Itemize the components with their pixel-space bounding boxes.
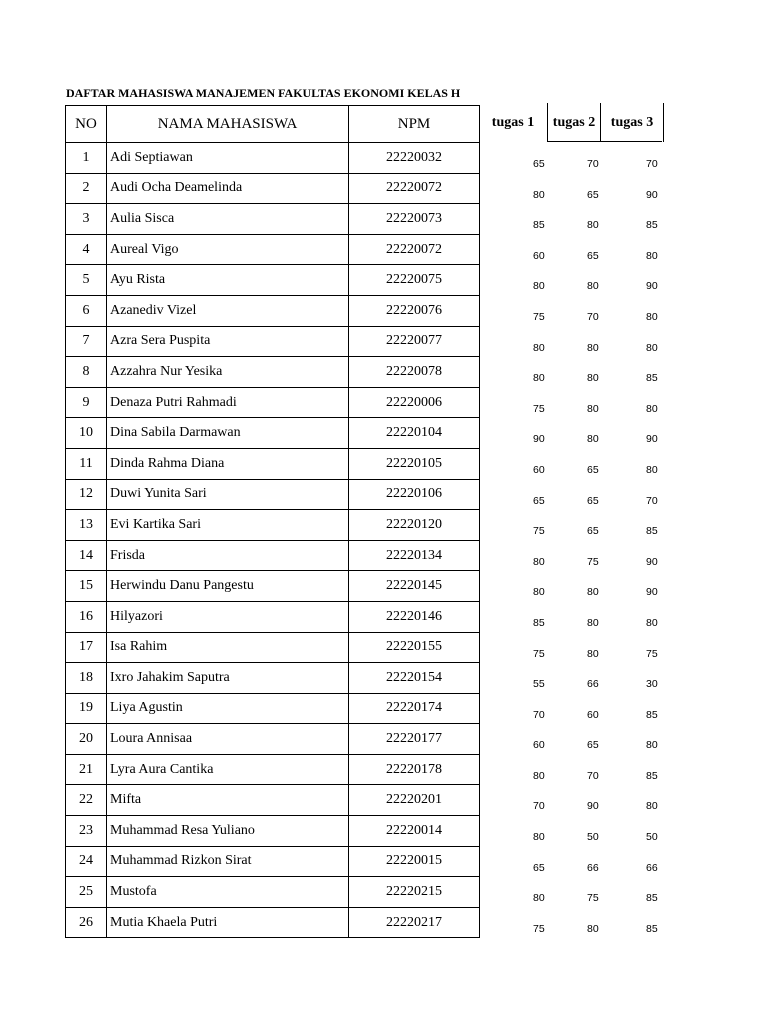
table-row [66,204,480,235]
cell-npm: 22220106 [349,479,480,510]
cell-no: 3 [66,204,107,235]
score-tugas2: 80 [587,402,599,415]
score-tugas2: 90 [587,800,599,813]
score-tugas2: 50 [587,831,599,844]
cell-no: 26 [66,907,107,938]
table-row [66,571,480,602]
score-tugas3: 85 [646,708,658,721]
score-tugas2: 70 [587,310,599,323]
cell-npm: 22220077 [349,326,480,357]
score-tugas2: 80 [587,922,599,935]
score-tugas2: 66 [587,678,599,691]
cell-no: 19 [66,693,107,724]
score-row [479,270,669,301]
score-tugas1: 85 [533,616,545,629]
score-tugas1: 55 [533,678,545,691]
cell-no: 21 [66,754,107,785]
score-row [479,485,669,516]
cell-no: 9 [66,387,107,418]
cell-nama: Mustofa [107,877,349,908]
cell-npm: 22220105 [349,448,480,479]
cell-npm: 22220075 [349,265,480,296]
cell-npm: 22220215 [349,877,480,908]
table-row [66,846,480,877]
score-tugas2: 80 [587,280,599,293]
cell-no: 14 [66,540,107,571]
score-row [479,301,669,332]
header-nama: NAMA MAHASISWA [107,106,349,143]
table-row [66,173,480,204]
table-row [66,418,480,449]
cell-nama: Lyra Aura Cantika [107,754,349,785]
cell-no: 7 [66,326,107,357]
score-tugas1: 75 [533,525,545,538]
cell-npm: 22220217 [349,907,480,938]
cell-no: 6 [66,295,107,326]
score-row [479,148,669,179]
cell-npm: 22220154 [349,663,480,694]
cell-npm: 22220032 [349,143,480,174]
cell-npm: 22220078 [349,357,480,388]
cell-nama: Evi Kartika Sari [107,510,349,541]
score-tugas1: 65 [533,861,545,874]
cell-npm: 22220177 [349,724,480,755]
score-tugas1: 80 [533,280,545,293]
score-tugas1: 80 [533,372,545,385]
score-tugas3: 70 [646,158,658,170]
score-tugas1: 80 [533,831,545,844]
score-tugas2: 60 [587,708,599,721]
score-tugas3: 90 [646,188,658,201]
score-tugas1: 75 [533,647,545,660]
score-tugas3: 85 [646,892,658,905]
cell-no: 15 [66,571,107,602]
header-tugas3: tugas 3 [601,103,664,142]
cell-no: 13 [66,510,107,541]
score-tugas1: 80 [533,341,545,354]
cell-nama: Ixro Jahakim Saputra [107,663,349,694]
score-tugas2: 80 [587,341,599,354]
tugas-header [479,103,664,142]
score-tugas3: 80 [646,249,658,262]
table-row [66,601,480,632]
cell-nama: Denaza Putri Rahmadi [107,387,349,418]
score-tugas2: 65 [587,739,599,752]
score-row [479,332,669,363]
score-tugas3: 80 [646,310,658,323]
table-row [66,724,480,755]
score-tugas2: 65 [587,525,599,538]
score-tugas3: 85 [646,525,658,538]
score-tugas3: 80 [646,800,658,813]
score-tugas3: 85 [646,922,658,935]
score-tugas1: 80 [533,586,545,599]
cell-npm: 22220104 [349,418,480,449]
tugas-header-underline [547,141,662,142]
score-tugas3: 80 [646,616,658,629]
table-row [66,816,480,847]
score-tugas1: 70 [533,708,545,721]
score-tugas2: 65 [587,494,599,507]
cell-no: 25 [66,877,107,908]
score-row [479,209,669,240]
cell-no: 24 [66,846,107,877]
score-row [479,393,669,424]
score-row [479,790,669,821]
cell-npm: 22220134 [349,540,480,571]
table-row [66,326,480,357]
table-header-row [66,106,480,143]
table-row [66,754,480,785]
header-tugas1: tugas 1 [479,103,548,142]
cell-npm: 22220120 [349,510,480,541]
score-tugas3: 90 [646,433,658,446]
score-tugas2: 80 [587,647,599,660]
cell-no: 11 [66,448,107,479]
score-row [479,852,669,883]
table-row [66,663,480,694]
score-row [479,423,669,454]
cell-no: 4 [66,234,107,265]
score-tugas2: 65 [587,463,599,476]
score-tugas3: 30 [646,678,658,691]
cell-nama: Liya Agustin [107,693,349,724]
score-row [479,576,669,607]
table-row [66,143,480,174]
cell-npm: 22220073 [349,204,480,235]
score-tugas1: 80 [533,769,545,782]
header-npm: NPM [349,106,480,143]
header-no: NO [66,106,107,143]
cell-nama: Mifta [107,785,349,816]
score-row [479,546,669,577]
score-tugas2: 75 [587,555,599,568]
table-row [66,295,480,326]
score-tugas1: 60 [533,249,545,262]
score-tugas2: 70 [587,769,599,782]
score-tugas1: 80 [533,555,545,568]
cell-nama: Frisda [107,540,349,571]
cell-nama: Audi Ocha Deamelinda [107,173,349,204]
table-row [66,234,480,265]
score-tugas3: 75 [646,647,658,660]
cell-no: 5 [66,265,107,296]
score-tugas3: 50 [646,831,658,844]
score-tugas3: 80 [646,463,658,476]
score-tugas2: 80 [587,372,599,385]
cell-npm: 22220201 [349,785,480,816]
score-tugas2: 80 [587,433,599,446]
score-tugas2: 80 [587,586,599,599]
cell-nama: Dina Sabila Darmawan [107,418,349,449]
cell-no: 22 [66,785,107,816]
score-row [479,515,669,546]
score-row [479,607,669,638]
cell-no: 18 [66,663,107,694]
score-tugas3: 80 [646,739,658,752]
table-row [66,877,480,908]
cell-no: 10 [66,418,107,449]
score-row [479,179,669,210]
score-tugas1: 90 [533,433,545,446]
cell-npm: 22220072 [349,234,480,265]
cell-nama: Herwindu Danu Pangestu [107,571,349,602]
table-row [66,387,480,418]
score-row [479,760,669,791]
cell-nama: Muhammad Resa Yuliano [107,816,349,847]
cell-npm: 22220178 [349,754,480,785]
score-tugas1: 75 [533,402,545,415]
score-row [479,668,669,699]
table-row [66,540,480,571]
score-tugas2: 66 [587,861,599,874]
table-row [66,510,480,541]
score-tugas3: 85 [646,219,658,232]
score-tugas2: 75 [587,892,599,905]
table-row [66,265,480,296]
score-row [479,638,669,669]
cell-npm: 22220006 [349,387,480,418]
score-row [479,362,669,393]
score-tugas1: 60 [533,463,545,476]
score-tugas3: 90 [646,280,658,293]
cell-npm: 22220015 [349,846,480,877]
table-row [66,785,480,816]
cell-npm: 22220072 [349,173,480,204]
score-row [479,729,669,760]
table-row [66,632,480,663]
cell-npm: 22220076 [349,295,480,326]
score-tugas1: 80 [533,188,545,201]
score-tugas3: 90 [646,555,658,568]
cell-no: 12 [66,479,107,510]
cell-nama: Azanediv Vizel [107,295,349,326]
score-tugas2: 80 [587,616,599,629]
cell-no: 16 [66,601,107,632]
cell-npm: 22220014 [349,816,480,847]
score-tugas1: 65 [533,494,545,507]
cell-nama: Isa Rahim [107,632,349,663]
score-tugas1: 80 [533,892,545,905]
cell-no: 2 [66,173,107,204]
cell-nama: Loura Annisaa [107,724,349,755]
cell-no: 8 [66,357,107,388]
cell-npm: 22220146 [349,601,480,632]
table-row [66,479,480,510]
score-tugas1: 60 [533,739,545,752]
score-row [479,913,669,944]
student-table [65,105,480,938]
score-tugas1: 70 [533,800,545,813]
cell-npm: 22220174 [349,693,480,724]
score-tugas2: 65 [587,249,599,262]
page-title: DAFTAR MAHASISWA MANAJEMEN FAKULTAS EKONOMI KELAS H [66,86,461,100]
score-tugas1: 65 [533,158,545,170]
cell-nama: Adi Septiawan [107,143,349,174]
score-tugas2: 70 [587,158,599,170]
cell-nama: Azzahra Nur Yesika [107,357,349,388]
score-tugas3: 80 [646,402,658,415]
score-tugas3: 85 [646,769,658,782]
score-tugas3: 90 [646,586,658,599]
score-tugas2: 65 [587,188,599,201]
cell-npm: 22220145 [349,571,480,602]
cell-nama: Mutia Khaela Putri [107,907,349,938]
score-tugas1: 75 [533,310,545,323]
score-tugas3: 70 [646,494,658,507]
cell-nama: Dinda Rahma Diana [107,448,349,479]
cell-nama: Hilyazori [107,601,349,632]
table-row [66,448,480,479]
table-row [66,907,480,938]
table-row [66,357,480,388]
cell-nama: Duwi Yunita Sari [107,479,349,510]
score-row [479,454,669,485]
score-tugas1: 75 [533,922,545,935]
cell-nama: Aulia Sisca [107,204,349,235]
cell-no: 23 [66,816,107,847]
score-row [479,699,669,730]
header-tugas2: tugas 2 [548,103,601,142]
score-row [479,821,669,852]
score-tugas3: 80 [646,341,658,354]
cell-nama: Ayu Rista [107,265,349,296]
score-row [479,240,669,271]
cell-nama: Azra Sera Puspita [107,326,349,357]
cell-nama: Muhammad Rizkon Sirat [107,846,349,877]
score-columns [479,148,669,943]
cell-npm: 22220155 [349,632,480,663]
table-row [66,693,480,724]
score-tugas3: 85 [646,372,658,385]
score-tugas3: 66 [646,861,658,874]
cell-no: 1 [66,143,107,174]
cell-no: 20 [66,724,107,755]
score-row [479,882,669,913]
cell-nama: Aureal Vigo [107,234,349,265]
score-tugas2: 80 [587,219,599,232]
score-tugas1: 85 [533,219,545,232]
cell-no: 17 [66,632,107,663]
